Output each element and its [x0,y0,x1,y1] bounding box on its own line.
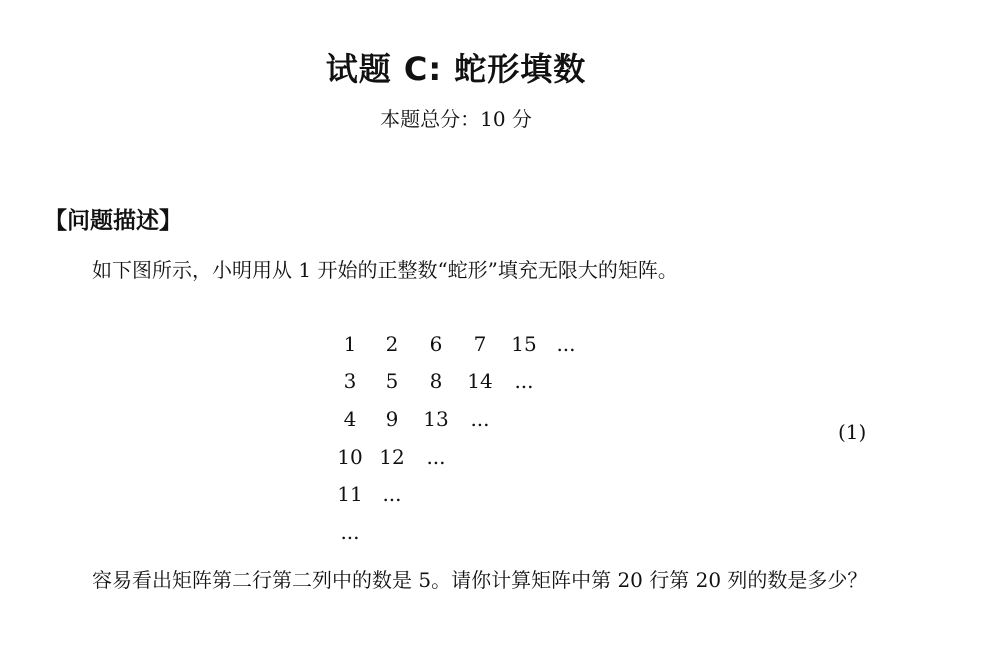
matrix-cell: 11 [337,482,363,507]
matrix-cell: ... [514,369,534,394]
matrix-row [330,513,586,551]
matrix-cell: 1 [343,331,357,356]
matrix-cell: 12 [379,444,405,469]
matrix-cell: 7 [473,331,487,356]
matrix-cell: 5 [385,369,399,394]
matrix-cell: 6 [429,331,443,356]
matrix-row [330,438,586,476]
matrix-cell: ... [470,406,490,431]
matrix-cell: 3 [343,369,357,394]
matrix-cell: 2 [385,331,399,356]
score-line: 本题总分：10 分 [380,107,532,131]
matrix-cell: 15 [511,331,537,356]
matrix-cell: 4 [343,406,357,431]
matrix-row [330,475,586,513]
matrix-cell: ... [556,331,576,356]
matrix-row [330,400,586,438]
page-title: 试题 C: 蛇形填数 [325,50,587,88]
question-paragraph: 容易看出矩阵第二行第二列中的数是 5。请你计算矩阵中第 20 行第 20 列的数是多少？ [92,568,868,592]
matrix-row [330,325,586,363]
matrix-row [330,363,586,401]
matrix-cell: ... [426,444,446,469]
equation-number: (1) [838,420,867,444]
section-heading-problem-description: 【问题描述】 [44,208,182,234]
intro-paragraph: 如下图所示，小明用从 1 开始的正整数“蛇形”填充无限大的矩阵。 [92,258,678,282]
matrix-cell: 8 [429,369,443,394]
matrix-cell: 14 [467,369,493,394]
matrix-cell: ... [340,519,360,544]
snake-matrix [330,325,586,551]
matrix-cell: ... [382,482,402,507]
matrix-cell: 10 [337,444,363,469]
matrix-cell: 13 [423,406,449,431]
matrix-cell: 9 [385,406,399,431]
